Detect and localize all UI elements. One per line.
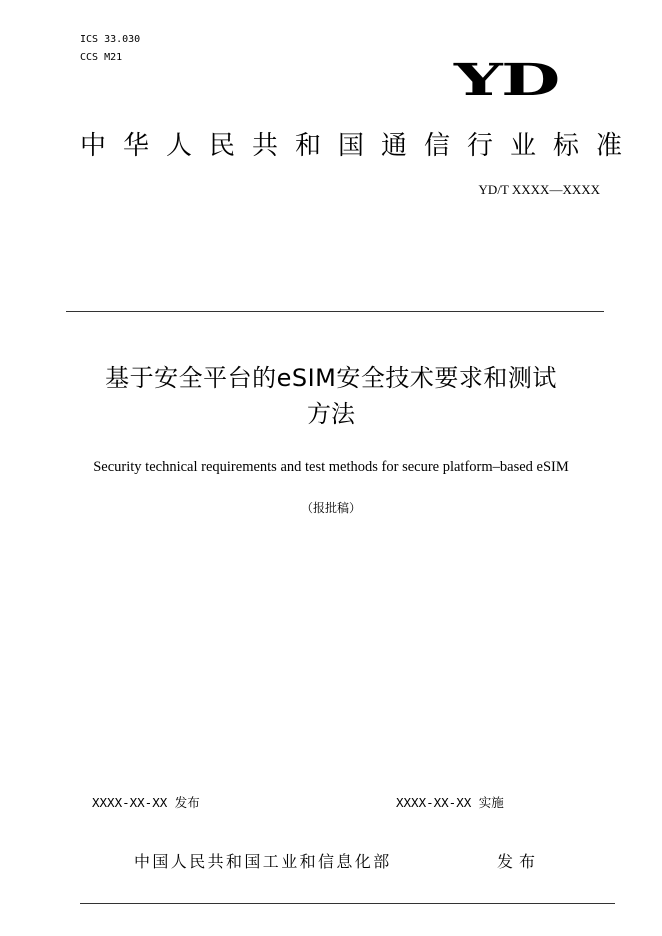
implement-date: XXXX-XX-XX 实施	[396, 795, 504, 810]
header-divider	[66, 311, 604, 312]
issuing-authority: 中国人民共和国工业和信息化部	[134, 852, 392, 871]
standard-number: YD/T XXXX—XXXX	[478, 182, 600, 197]
english-title: Security technical requirements and test methods for secure platform–based eSIM	[93, 459, 569, 475]
ics-code: ICS 33.030	[80, 34, 141, 45]
chinese-title-line-2: 方法	[307, 400, 355, 428]
footer-divider	[80, 903, 615, 904]
issue-label: 发布	[497, 852, 542, 871]
yd-logo: YD	[454, 55, 559, 106]
chinese-title-line-1: 基于安全平台的eSIM安全技术要求和测试	[105, 364, 557, 392]
publish-date: XXXX-XX-XX 发布	[92, 795, 200, 810]
ccs-code: CCS M21	[80, 52, 123, 63]
standard-category-title: 中华人民共和国通信行业标准	[80, 131, 640, 161]
draft-status: （报批稿）	[300, 501, 361, 515]
